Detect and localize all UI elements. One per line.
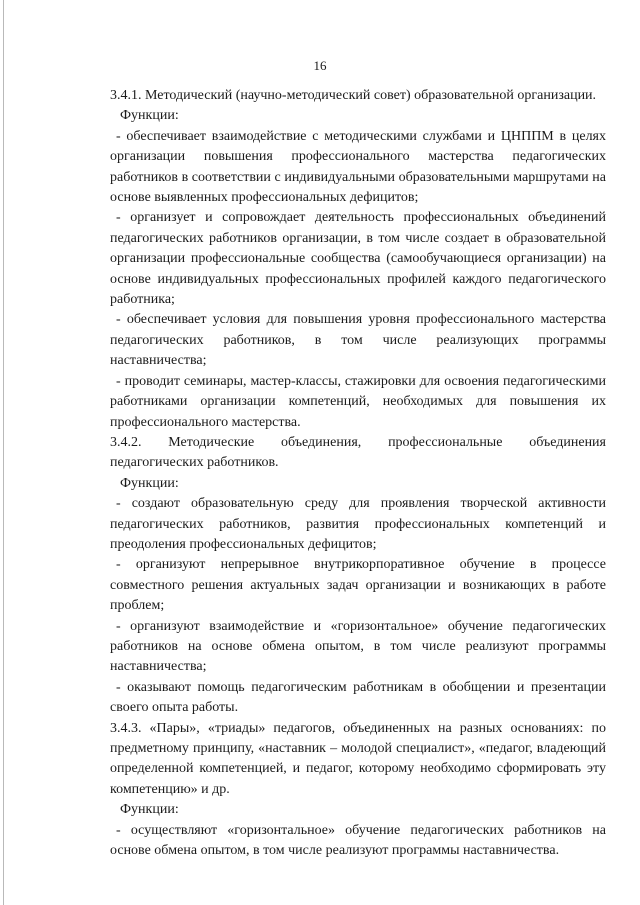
function-item: - создают образовательную среду для проявления творческой активности педагогических работников, развития профессиональных компетенций и преодоления профессиональных дефицитов;	[110, 496, 606, 552]
function-item: - оказывают помощь педагогическим работникам в обобщении и презентации своего опыта работы.	[110, 679, 606, 716]
section-heading: 3.4.1. Методический (научно-методический совет) образовательной организации.	[110, 88, 597, 103]
function-item: - организуют непрерывное внутрикорпоративное обучение в процессе совместного решения актуальных задач организации и возникающих в работе проблем;	[110, 557, 606, 614]
section-heading: 3.4.2. Методические объединения, профессиональные объединения педагогических работников.	[110, 434, 606, 471]
functions-label: Функции:	[120, 475, 179, 491]
function-item: - организует и сопровождает деятельность профессиональных объединений педагогических работников организации, в том числе создает в образовательной организации профессиональные сообщества (самообучающиеся организации) на основе индивидуальных профессиональных профилей каждого педагогического работника;	[110, 210, 606, 308]
section-heading: 3.4.3. «Пары», «триады» педагогов, объединенных на разных основаниях: по предметному принципу, «наставник – молодой специалист», «педагог, владеющий определенной компетенцией, и педагог, которому необходимо сформировать эту компетенцию» и др.	[110, 720, 606, 797]
function-item: - обеспечивает условия для повышения уровня профессионального мастерства педагогических работников, в том числе реализующих программы наставничества;	[110, 312, 606, 369]
section-3-4-2	[110, 433, 606, 719]
function-item: - осуществляют «горизонтальное» обучение педагогических работников на основе обмена опытом, в том числе реализуют программы наставничества.	[110, 822, 606, 859]
function-item: - проводит семинары, мастер-классы, стажировки для освоения педагогическими работниками организации компетенций, необходимых для повышения их профессионального мастерства.	[110, 373, 606, 430]
function-item: - организуют взаимодействие и «горизонтальное» обучение педагогических работников на основе обмена опытом, в том числе реализуют программы наставничества;	[110, 618, 606, 675]
functions-label: Функции:	[120, 108, 179, 124]
section-3-4-3	[110, 719, 606, 862]
scan-margin-line	[3, 0, 4, 905]
function-item: - обеспечивает взаимодействие с методическими службами и ЦНППМ в целях организации повышения профессионального мастерства педагогических работников в соответствии с индивидуальными образовательными маршрутами на основе выявленных профессиональных дефицитов;	[110, 128, 606, 206]
page-number: 16	[313, 58, 327, 73]
functions-label: Функции:	[120, 802, 179, 818]
document-body	[110, 86, 606, 861]
section-3-4-1	[110, 86, 606, 433]
